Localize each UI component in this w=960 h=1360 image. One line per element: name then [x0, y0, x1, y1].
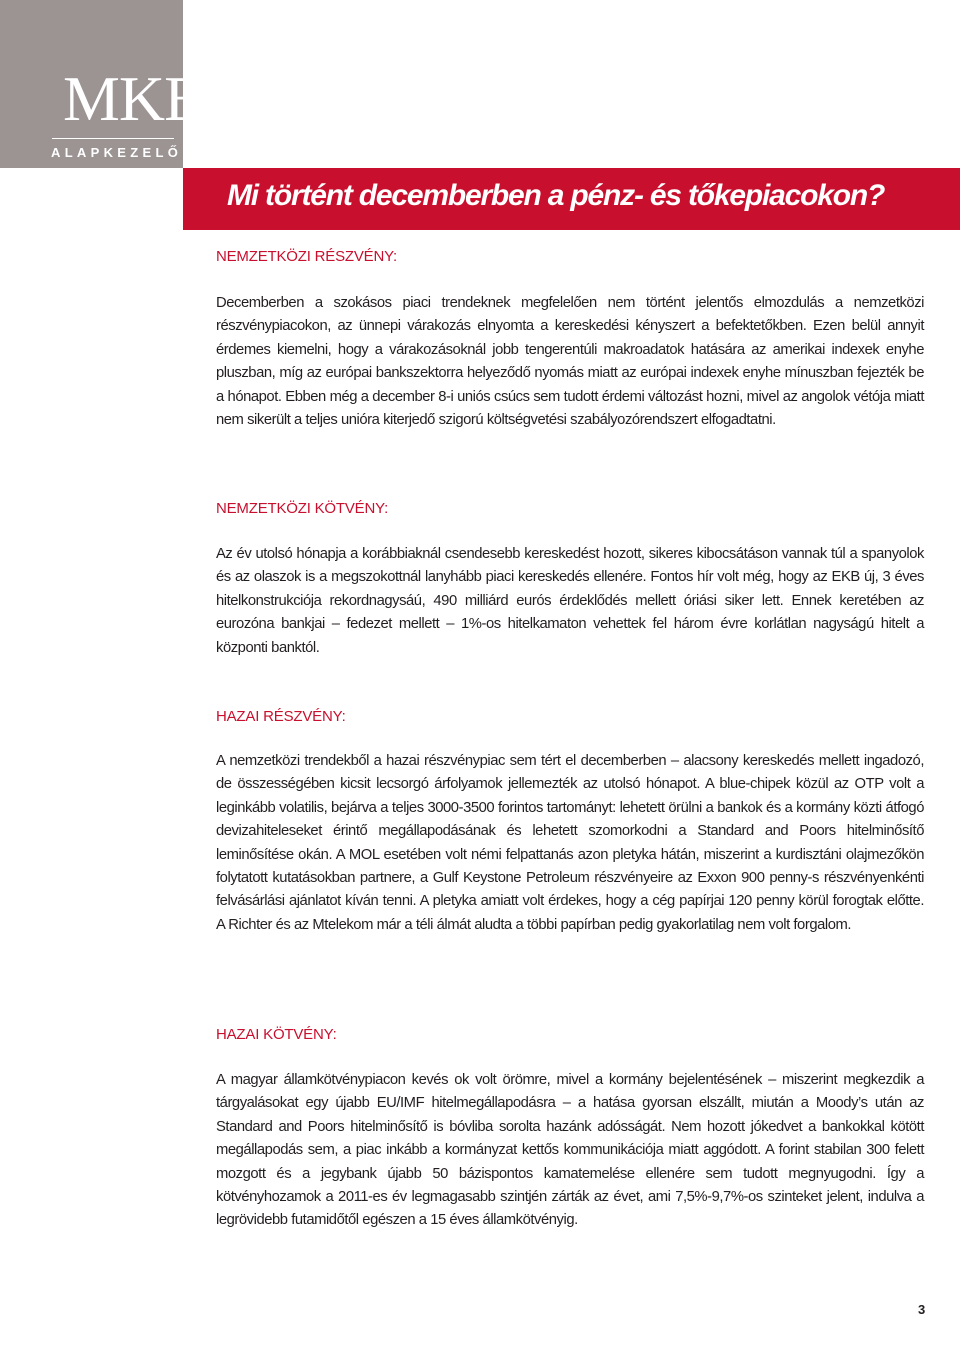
section-body-domestic-bond: A magyar államkötvénypiacon kevés ok volt örömre, mivel a kormány bejelentésének – miszerint megkezdik a tárgyalásokat egy újabb EU/IMF hitelmegállapodásra – a hatása gyorsan elszállt, miután a Moody’s után az Standard and Poors hitelminősítő is bóvliba sorolta hazánk adósságát. Nem hozott jókedvet a bankokkal kötött megállapodás sem, a piac inkább a kormányzat kettős kommunikációja miatt aggódott. A forint stabilan 300 felett mozgott és a jegybank újabb 50 bázispontos kamatemelése ellenére sem tudott megnyugodni. Így a kötvényhozamok a 2011-es év legmagasabb szintjén zárták az évet, ami 7,5%-9,7%-os szinteket jelent, indulva a legrövidebb futamidőtől egészen a 15 éves államkötvényig.	[216, 1072, 924, 1229]
logo-subtitle: ALAPKEZELŐ	[51, 145, 183, 160]
section-body-international-equity: Decemberben a szokásos piaci trendeknek megfelelően nem történt jelentős elmozdulás a nemzetközi részvénypiacokon, az ünnepi várakozás elnyomta a kereskedési kényszert a befektetőkben. Ezen belül annyit érdemes kiemelni, hogy a várakozásoknál jobb tengerentúli makroadatok hatására az amerikai indexek enyhe pluszban, míg az európai bankszektorra helyeződő nyomás miatt az európai indexek enyhe mínuszban fejezték be a hónapot. Ebben még a december 8-i uniós csúcs sem tudott érdemi változást hozni, mivel az angolok vétója miatt nem sikerült a teljes unióra kiterjedő szigorú költségvetési szabályozórendszert elfogadtatni.	[216, 295, 924, 429]
section-body-international-bond: Az év utolsó hónapja a korábbiaknál csendesebb kereskedést hozott, sikeres kibocsátáson vannak túl a spanyolok és az olaszok is a megszokottnál lanyhább piaci kereskedés ellenére. Fontos hír volt még, hogy az EKB új, 3 éves hitelkonstrukciója rekordnagysáú, 490 milliárd eurós érdeklődés mellett óriási siker lett. Ennek keretében az eurozóna bankjai – fedezet mellett – 1%-os hitelkamaton vehettek fel három évre korlátlan nagyságú hitelt a központi banktól.	[216, 546, 924, 656]
section-body-domestic-equity: A nemzetközi trendekből a hazai részvénypiac sem tért el decemberben – alacsony kereskedés mellett ingadozó, de összességében kicsit lecsorgó árfolyamok jellemezték az utolsó hónapot. A blue-chipek közül az OTP volt a leginkább volatilis, bejárva a teljes 3000-3500 forintos tartományt: lehetett örülni a bankok és a kormány közti átfogó devizahiteleseket érintő megállapodásának és lehetett szomorkodni a Standard and Poors hitelminősítő leminősítése okán. A MOL esetében volt némi felpattanás azon pletyka hátán, miszerint a kurdisztáni olajmezőkön folytatott kutatásokban partnere, a Gulf Keystone Petroleum részvényeire az Exxon 900 penny-s részvényenkénti felvásárlási ajánlatot kíván tenni. A pletyka amiatt volt érdekes, hogy a cég papírjai 120 penny körül forogtak előtte. A Richter és az Mtelekom már a téli álmát aludta a többi papírban pedig gyakorlatilag nem volt forgalom.	[216, 753, 924, 933]
page-title: Mi történt decemberben a pénz- és tőkepiacokon?	[227, 179, 885, 212]
page-number: 3	[918, 1302, 926, 1317]
section-heading-international-bond: NEMZETKÖZI KÖTVÉNY:	[216, 500, 389, 517]
section-heading-domestic-bond: HAZAI KÖTVÉNY:	[216, 1026, 337, 1043]
title-banner	[183, 168, 960, 230]
logo-wordmark: MKB	[63, 63, 206, 134]
company-logo	[0, 0, 206, 168]
section-heading-domestic-equity: HAZAI RÉSZVÉNY:	[216, 708, 346, 725]
section-heading-international-equity: NEMZETKÖZI RÉSZVÉNY:	[216, 248, 398, 265]
logo-divider	[52, 138, 174, 139]
